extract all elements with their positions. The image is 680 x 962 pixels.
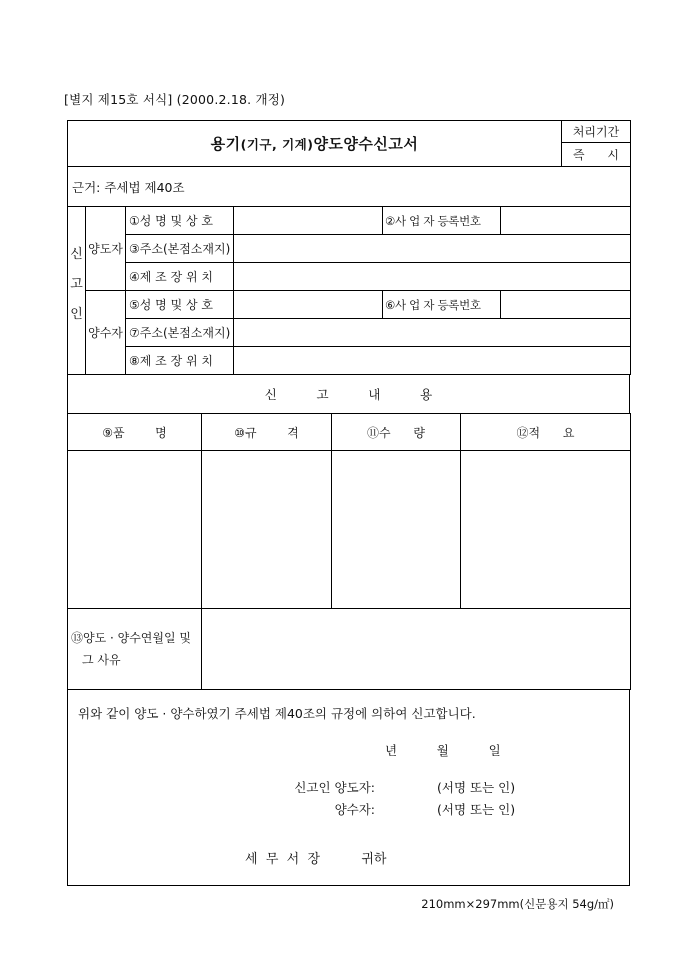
transferee-factory-label: ⑧제 조 장 위 치 bbox=[126, 347, 234, 375]
transferee-name-value bbox=[234, 291, 383, 319]
item-remarks-cell bbox=[461, 451, 631, 609]
form-title bbox=[68, 121, 562, 167]
signature-transferee-seal: (서명 또는 인) bbox=[437, 802, 516, 817]
transferor-factory-label: ④제 조 장 위 치 bbox=[126, 263, 234, 291]
item-name-cell bbox=[68, 451, 202, 609]
transferor-regno-label: ②사 업 자 등록번호 bbox=[383, 207, 501, 235]
column-header-remarks: ⑫적 요 bbox=[461, 414, 631, 451]
declaration-text: 위와 같이 양도 · 양수하였기 주세법 제40조의 규정에 의하여 신고합니다. bbox=[78, 706, 476, 721]
transferor-factory-value bbox=[234, 263, 631, 291]
transfer-date-label-line2: 그 사유 bbox=[82, 653, 121, 667]
signature-row-transferee bbox=[68, 800, 629, 818]
title-table bbox=[67, 120, 631, 207]
signature-transferor-label: 신고인 양도자: bbox=[294, 780, 375, 795]
items-table bbox=[67, 413, 631, 690]
transferor-name-value bbox=[234, 207, 383, 235]
transferor-regno-value bbox=[501, 207, 631, 235]
form-reference: [별지 제15호 서식] (2000.2.18. 개정) bbox=[64, 92, 286, 107]
form-title-rest: 양도양수신고서 bbox=[313, 135, 419, 153]
processing-time-label: 처리기간 bbox=[562, 121, 631, 143]
transferee-regno-label: ⑥사 업 자 등록번호 bbox=[383, 291, 501, 319]
transfer-date-label-line1: ⑬양도 · 양수연월일 및 bbox=[71, 631, 191, 645]
closing-table bbox=[67, 689, 630, 886]
transferor-address-label: ③주소(본점소재지) bbox=[126, 235, 234, 263]
form-title-main: 용기 bbox=[210, 135, 241, 153]
recipient-line: 세 무 서 장 귀하 bbox=[245, 852, 387, 867]
report-section-table bbox=[67, 374, 630, 414]
item-spec-cell bbox=[202, 451, 332, 609]
transfer-date-value bbox=[202, 609, 631, 690]
transferee-name-label: ⑤성 명 및 상 호 bbox=[126, 291, 234, 319]
transferee-address-label: ⑦주소(본점소재지) bbox=[126, 319, 234, 347]
report-section-title: 신 고 내 용 bbox=[68, 375, 630, 414]
declarant-group-char: 고 bbox=[70, 277, 83, 292]
column-header-spec: ⑩규 격 bbox=[202, 414, 332, 451]
transferee-address-value bbox=[234, 319, 631, 347]
declarant-table bbox=[67, 206, 631, 375]
column-header-quantity: ⑪수 량 bbox=[332, 414, 461, 451]
transferee-factory-value bbox=[234, 347, 631, 375]
date-line: 년 월 일 bbox=[385, 743, 501, 758]
paper-spec: 210mm×297mm(신문용지 54g/㎡) bbox=[421, 897, 614, 911]
transferor-role-label: 양도자 bbox=[86, 207, 126, 291]
closing-cell bbox=[68, 690, 630, 886]
processing-time-value: 즉 시 bbox=[562, 143, 631, 167]
transferee-regno-value bbox=[501, 291, 631, 319]
transfer-date-label bbox=[68, 609, 202, 690]
legal-basis: 근거: 주세법 제40조 bbox=[68, 167, 631, 207]
signature-row-transferor bbox=[68, 778, 629, 796]
declarant-group-char: 신 bbox=[70, 247, 83, 262]
form-table bbox=[67, 120, 630, 886]
transferor-address-value bbox=[234, 235, 631, 263]
declarant-group-label bbox=[68, 207, 86, 375]
transferor-name-label: ①성 명 및 상 호 bbox=[126, 207, 234, 235]
closing-content bbox=[68, 690, 629, 885]
form-title-paren: (기구, 기계) bbox=[240, 137, 314, 152]
column-header-item-name: ⑨품 명 bbox=[68, 414, 202, 451]
signature-transferor-seal: (서명 또는 인) bbox=[437, 780, 516, 795]
item-quantity-cell bbox=[332, 451, 461, 609]
declarant-group-char: 인 bbox=[70, 307, 83, 322]
signature-transferee-label: 양수자: bbox=[334, 802, 375, 817]
transferee-role-label: 양수자 bbox=[86, 291, 126, 375]
